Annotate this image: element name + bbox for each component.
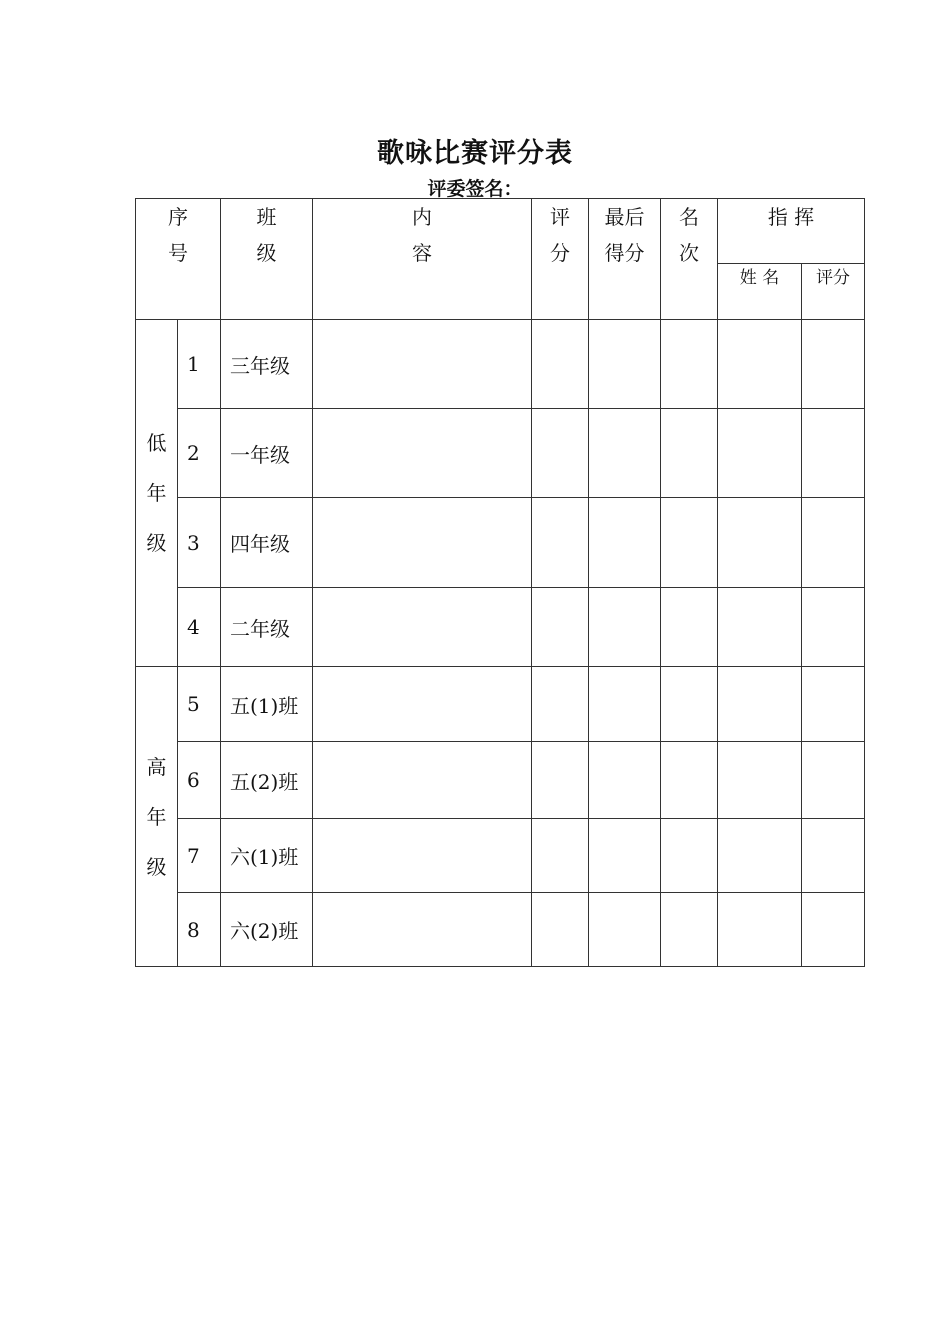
conductor-score-cell[interactable] — [802, 320, 865, 409]
rank-cell[interactable] — [661, 742, 718, 819]
conductor-score-cell[interactable] — [802, 588, 865, 667]
header-conductor: 指 挥 — [718, 199, 865, 264]
conductor-score-cell[interactable] — [802, 893, 865, 967]
conductor-score-cell[interactable] — [802, 742, 865, 819]
score-cell[interactable] — [532, 667, 589, 742]
row-number: 2 — [178, 409, 221, 498]
rank-cell[interactable] — [661, 667, 718, 742]
header-content: 内 容 — [313, 199, 532, 320]
row-class: 六(1)班 — [221, 819, 313, 893]
row-number: 4 — [178, 588, 221, 667]
content-cell[interactable] — [313, 667, 532, 742]
final-score-cell[interactable] — [589, 409, 661, 498]
final-score-cell[interactable] — [589, 893, 661, 967]
row-number: 1 — [178, 320, 221, 409]
header-rank: 名 次 — [661, 199, 718, 320]
content-cell[interactable] — [313, 409, 532, 498]
final-score-cell[interactable] — [589, 498, 661, 588]
conductor-name-cell[interactable] — [718, 409, 802, 498]
conductor-name-cell[interactable] — [718, 498, 802, 588]
row-class: 三年级 — [221, 320, 313, 409]
conductor-name-cell[interactable] — [718, 320, 802, 409]
row-class: 四年级 — [221, 498, 313, 588]
header-class: 班 级 — [221, 199, 313, 320]
score-table — [135, 198, 865, 967]
rank-cell[interactable] — [661, 819, 718, 893]
row-class: 五(1)班 — [221, 667, 313, 742]
row-number: 5 — [178, 667, 221, 742]
score-cell[interactable] — [532, 409, 589, 498]
conductor-score-cell[interactable] — [802, 498, 865, 588]
row-number: 7 — [178, 819, 221, 893]
rank-cell[interactable] — [661, 409, 718, 498]
row-class: 六(2)班 — [221, 893, 313, 967]
group-high-grade: 高 年 级 — [136, 667, 178, 967]
conductor-name-cell[interactable] — [718, 893, 802, 967]
header-score: 评 分 — [532, 199, 589, 320]
conductor-name-cell[interactable] — [718, 742, 802, 819]
conductor-score-cell[interactable] — [802, 819, 865, 893]
judge-signature-label: 评委签名： — [427, 178, 523, 200]
content-cell[interactable] — [313, 819, 532, 893]
header-conductor-name: 姓 名 — [718, 264, 802, 320]
row-class: 二年级 — [221, 588, 313, 667]
final-score-cell[interactable] — [589, 667, 661, 742]
header-final-score: 最后 得分 — [589, 199, 661, 320]
row-number: 3 — [178, 498, 221, 588]
conductor-name-cell[interactable] — [718, 667, 802, 742]
conductor-name-cell[interactable] — [718, 588, 802, 667]
final-score-cell[interactable] — [589, 742, 661, 819]
score-cell[interactable] — [532, 588, 589, 667]
content-cell[interactable] — [313, 893, 532, 967]
score-cell[interactable] — [532, 742, 589, 819]
rank-cell[interactable] — [661, 893, 718, 967]
score-cell[interactable] — [532, 893, 589, 967]
rank-cell[interactable] — [661, 588, 718, 667]
row-class: 五(2)班 — [221, 742, 313, 819]
conductor-score-cell[interactable] — [802, 667, 865, 742]
content-cell[interactable] — [313, 742, 532, 819]
content-cell[interactable] — [313, 588, 532, 667]
conductor-score-cell[interactable] — [802, 409, 865, 498]
page-title: 歌咏比赛评分表 — [377, 138, 573, 169]
content-cell[interactable] — [313, 320, 532, 409]
score-cell[interactable] — [532, 320, 589, 409]
conductor-name-cell[interactable] — [718, 819, 802, 893]
row-number: 6 — [178, 742, 221, 819]
row-class: 一年级 — [221, 409, 313, 498]
score-cell[interactable] — [532, 819, 589, 893]
final-score-cell[interactable] — [589, 819, 661, 893]
rank-cell[interactable] — [661, 320, 718, 409]
header-seq: 序 号 — [136, 199, 221, 320]
group-low-grade: 低 年 级 — [136, 320, 178, 667]
final-score-cell[interactable] — [589, 588, 661, 667]
rank-cell[interactable] — [661, 498, 718, 588]
final-score-cell[interactable] — [589, 320, 661, 409]
row-number: 8 — [178, 893, 221, 967]
content-cell[interactable] — [313, 498, 532, 588]
header-conductor-score: 评分 — [802, 264, 865, 320]
score-cell[interactable] — [532, 498, 589, 588]
